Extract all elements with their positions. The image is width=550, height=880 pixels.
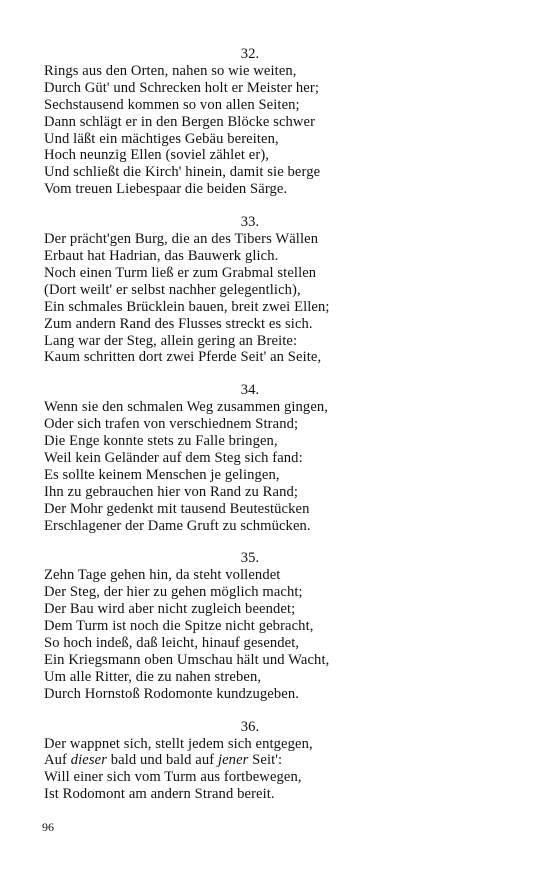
emphasis-text: jener	[217, 752, 249, 769]
stanza	[44, 46, 514, 198]
stanza-number: 36.	[240, 718, 260, 735]
verse-line: Lang war der Steg, allein gering an Breite:	[44, 332, 298, 349]
verse-line: Vom treuen Liebespaar die beiden Särge.	[44, 181, 288, 198]
verse-line: Dann schlägt er in den Bergen Blöcke schwer	[44, 113, 316, 130]
verse-line: Der wappnet sich, stellt jedem sich entgegen,	[44, 735, 313, 752]
verse-line: So hoch indeß, daß leicht, hinauf gesendet,	[44, 635, 300, 651]
stanza-number: 34.	[240, 382, 260, 399]
verse-line: Erschlagener der Dame Gruft zu schmücken.	[44, 517, 311, 534]
stanza-number: 33.	[240, 214, 260, 231]
verse-line: Die Enge konnte stets zu Falle bringen,	[44, 433, 278, 450]
verse-line: Rings aus den Orten, nahen so wie weiten,	[44, 62, 297, 79]
verse-line: Zum andern Rand des Flusses streckt es sich.	[44, 315, 313, 332]
verse-line: Will einer sich vom Turm aus fortbewegen,	[44, 769, 302, 786]
verse-line: Und läßt ein mächtiges Gebäu bereiten,	[44, 130, 279, 147]
verse-line: Der Bau wird aber nicht zugleich beendet;	[44, 601, 296, 618]
verse-line: Weil kein Geländer auf dem Steg sich fand:	[44, 449, 303, 466]
verse-line: Dem Turm ist noch die Spitze nicht gebracht,	[44, 618, 314, 635]
verse-segment: bald und bald auf	[107, 752, 218, 769]
stanza-number: 35.	[240, 550, 260, 567]
verse-line: Noch einen Turm ließ er zum Grabmal stellen	[44, 264, 317, 281]
stanza	[44, 382, 514, 534]
stanza-number: 32.	[240, 46, 260, 62]
stanza	[44, 719, 514, 804]
verse-line: Ein Kriegsmann oben Umschau hält und Wacht,	[44, 651, 330, 668]
emphasis-text: dieser	[70, 752, 108, 769]
verse-line: Ein schmales Brücklein bauen, breit zwei Ellen;	[44, 298, 330, 315]
verse-line: Um alle Ritter, die zu nahen streben,	[44, 668, 262, 685]
verse-line: Der prächt'gen Burg, die an des Tibers Wällen	[44, 231, 319, 248]
verse-line: Kaum schritten dort zwei Pferde Seit' an Seite,	[44, 349, 322, 366]
verse-line	[44, 752, 514, 769]
verse-line: Es sollte keinem Menschen je gelingen,	[44, 466, 280, 483]
poem-text	[44, 46, 514, 819]
verse-line: Der Mohr gedenkt mit tausend Beutestücken	[44, 500, 310, 517]
page-number: 96	[42, 820, 54, 834]
verse-line: Ihn zu gebrauchen hier von Rand zu Rand;	[44, 483, 299, 500]
verse-line: Ist Rodomont am andern Strand bereit.	[44, 786, 275, 803]
verse-segment: Auf	[44, 752, 71, 769]
verse-line: Hoch neunzig Ellen (soviel zählet er),	[44, 147, 270, 164]
verse-line: Oder sich trafen von verschiednem Strand;	[44, 416, 299, 433]
stanza	[44, 550, 514, 702]
verse-line: Der Steg, der hier zu gehen möglich macht;	[44, 584, 303, 601]
verse-line: Zehn Tage gehen hin, da steht vollendet	[44, 567, 281, 584]
verse-line: Und schließt die Kirch' hinein, damit sie berge	[44, 164, 321, 181]
stanza	[44, 214, 514, 366]
verse-line: Durch Hornstoß Rodomonte kundzugeben.	[44, 685, 299, 702]
verse-line: Sechstausend kommen so von allen Seiten;	[44, 96, 300, 113]
verse-line: (Dort weilt' er selbst nachher gelegentlich),	[44, 281, 301, 298]
verse-segment: Seit':	[248, 752, 283, 769]
verse-line: Erbaut hat Hadrian, das Bauwerk glich.	[44, 247, 279, 264]
verse-line: Durch Güt' und Schrecken holt er Meister her;	[44, 79, 320, 96]
verse-line: Wenn sie den schmalen Weg zusammen gingen,	[44, 399, 329, 416]
